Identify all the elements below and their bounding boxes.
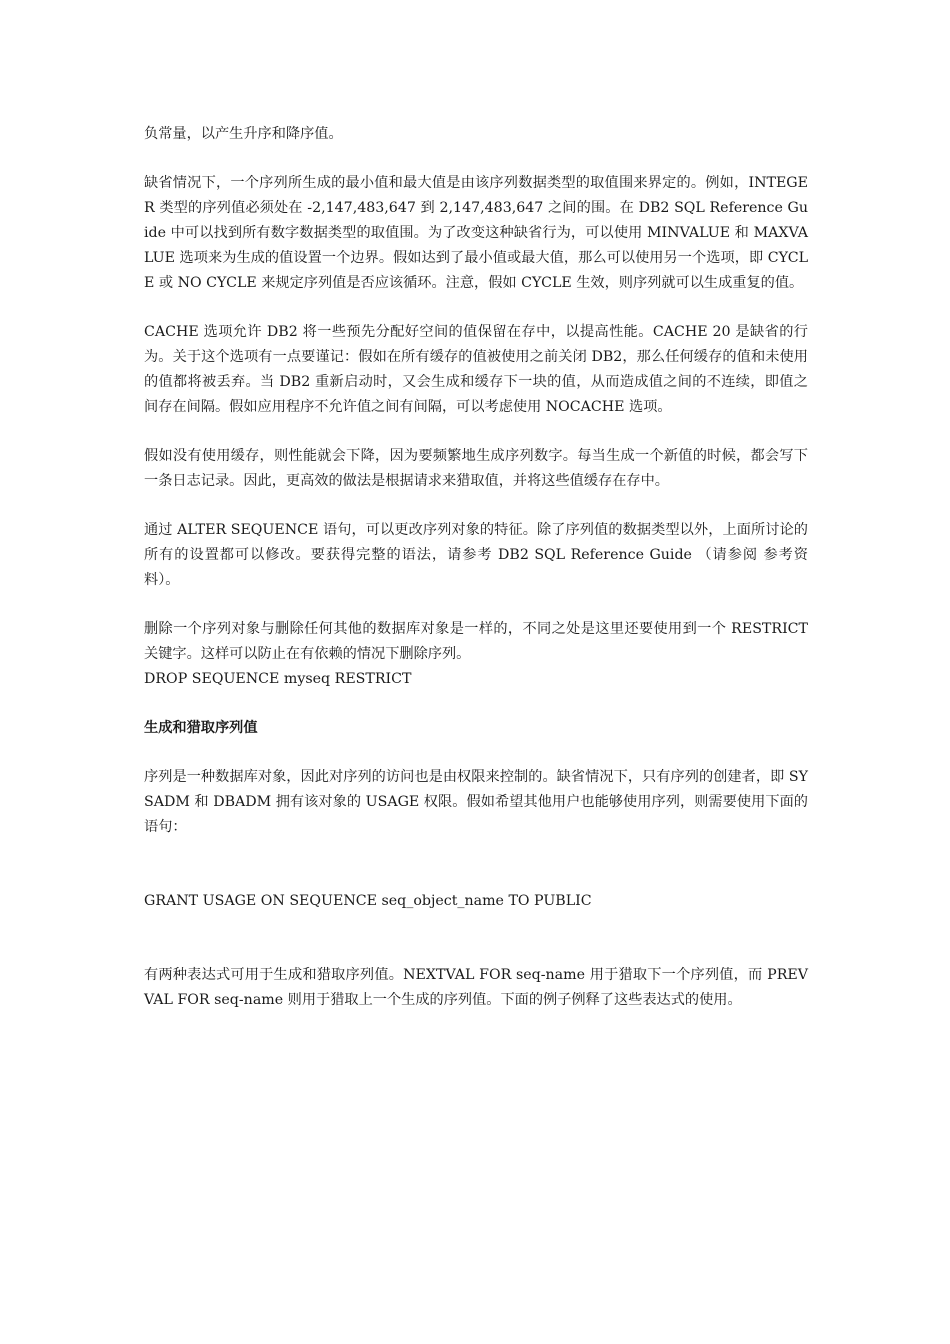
paragraph-sequence-permissions: 序列是一种数据库对象，因此对序列的访问也是由权限来控制的。缺省情况下，只有序列的创建者，即 SYSADM 和 DBADM 拥有该对象的 USAGE 权限。假如希望其他用户也能够使用序列，则需要使用下面的语句： xyxy=(144,769,808,835)
paragraph-cache-option: CACHE 选项允许 DB2 将一些预先分配好空间的值保留在存中，以提高性能。CACHE 20 是缺省的行为。关于这个选项有一点要谨记：假如在所有缓存的值被使用之前关闭 DB2，那么任何缓存的值和未使用的值都将被丢弃。当 DB2 重新启动时，又会生成和缓存下一块的值，从而造成值之间的不连续，即值之间存在间隔。假如应用程序不允许值之间有间隔，可以考虑使用 NOCACHE 选项。 xyxy=(144,324,808,415)
section-heading: 生成和猎取序列值 xyxy=(144,720,258,736)
code-grant-usage: GRANT USAGE ON SEQUENCE seq_object_name TO PUBLIC xyxy=(144,893,592,909)
paragraph-no-cache: 假如没有使用缓存，则性能就会下降，因为要频繁地生成序列数字。每当生成一个新值的时候，都会写下一条日志记录。因此，更高效的做法是根据请求来猎取值，并将这些值缓存在存中。 xyxy=(144,448,808,489)
paragraph-nextval-prevval: 有两种表达式可用于生成和猎取序列值。NEXTVAL FOR seq-name 用于猎取下一个序列值，而 PREVVAL FOR seq-name 则用于猎取上一个生成的序列值。下面的例子例释了这些表达式的使用。 xyxy=(144,967,808,1008)
paragraph-intro-tail: 负常量，以产生升序和降序值。 xyxy=(144,126,343,142)
document-page xyxy=(144,122,808,1013)
paragraph-alter-sequence: 通过 ALTER SEQUENCE 语句，可以更改序列对象的特征。除了序列值的数据类型以外，上面所讨论的所有的设置都可以修改。要获得完整的语法，请参考 DB2 SQL Reference Guide （请参阅 参考资料）。 xyxy=(144,522,808,588)
paragraph-drop-sequence: 删除一个序列对象与删除任何其他的数据库对象是一样的，不同之处是这里还要使用到一个 RESTRICT 关键字。这样可以防止在有依赖的情况下删除序列。 xyxy=(144,621,808,662)
code-drop-sequence: DROP SEQUENCE myseq RESTRICT xyxy=(144,671,412,687)
paragraph-default-range: 缺省情况下，一个序列所生成的最小值和最大值是由该序列数据类型的取值围来界定的。例如，INTEGER 类型的序列值必须处在 -2,147,483,647 到 2,147,483,647 之间的围。在 DB2 SQL Reference Guide 中可以找到所有数字数据类型的取值围。为了改变这种缺省行为，可以使用 MINVALUE 和 MAXVALUE 选项来为生成的值设置一个边界。假如达到了最小值或最大值，那么可以使用另一个选项，即 CYCLE 或 NO CYCLE 来规定序列值是否应该循环。注意，假如 CYCLE 生效，则序列就可以生成重复的值。 xyxy=(144,175,808,291)
